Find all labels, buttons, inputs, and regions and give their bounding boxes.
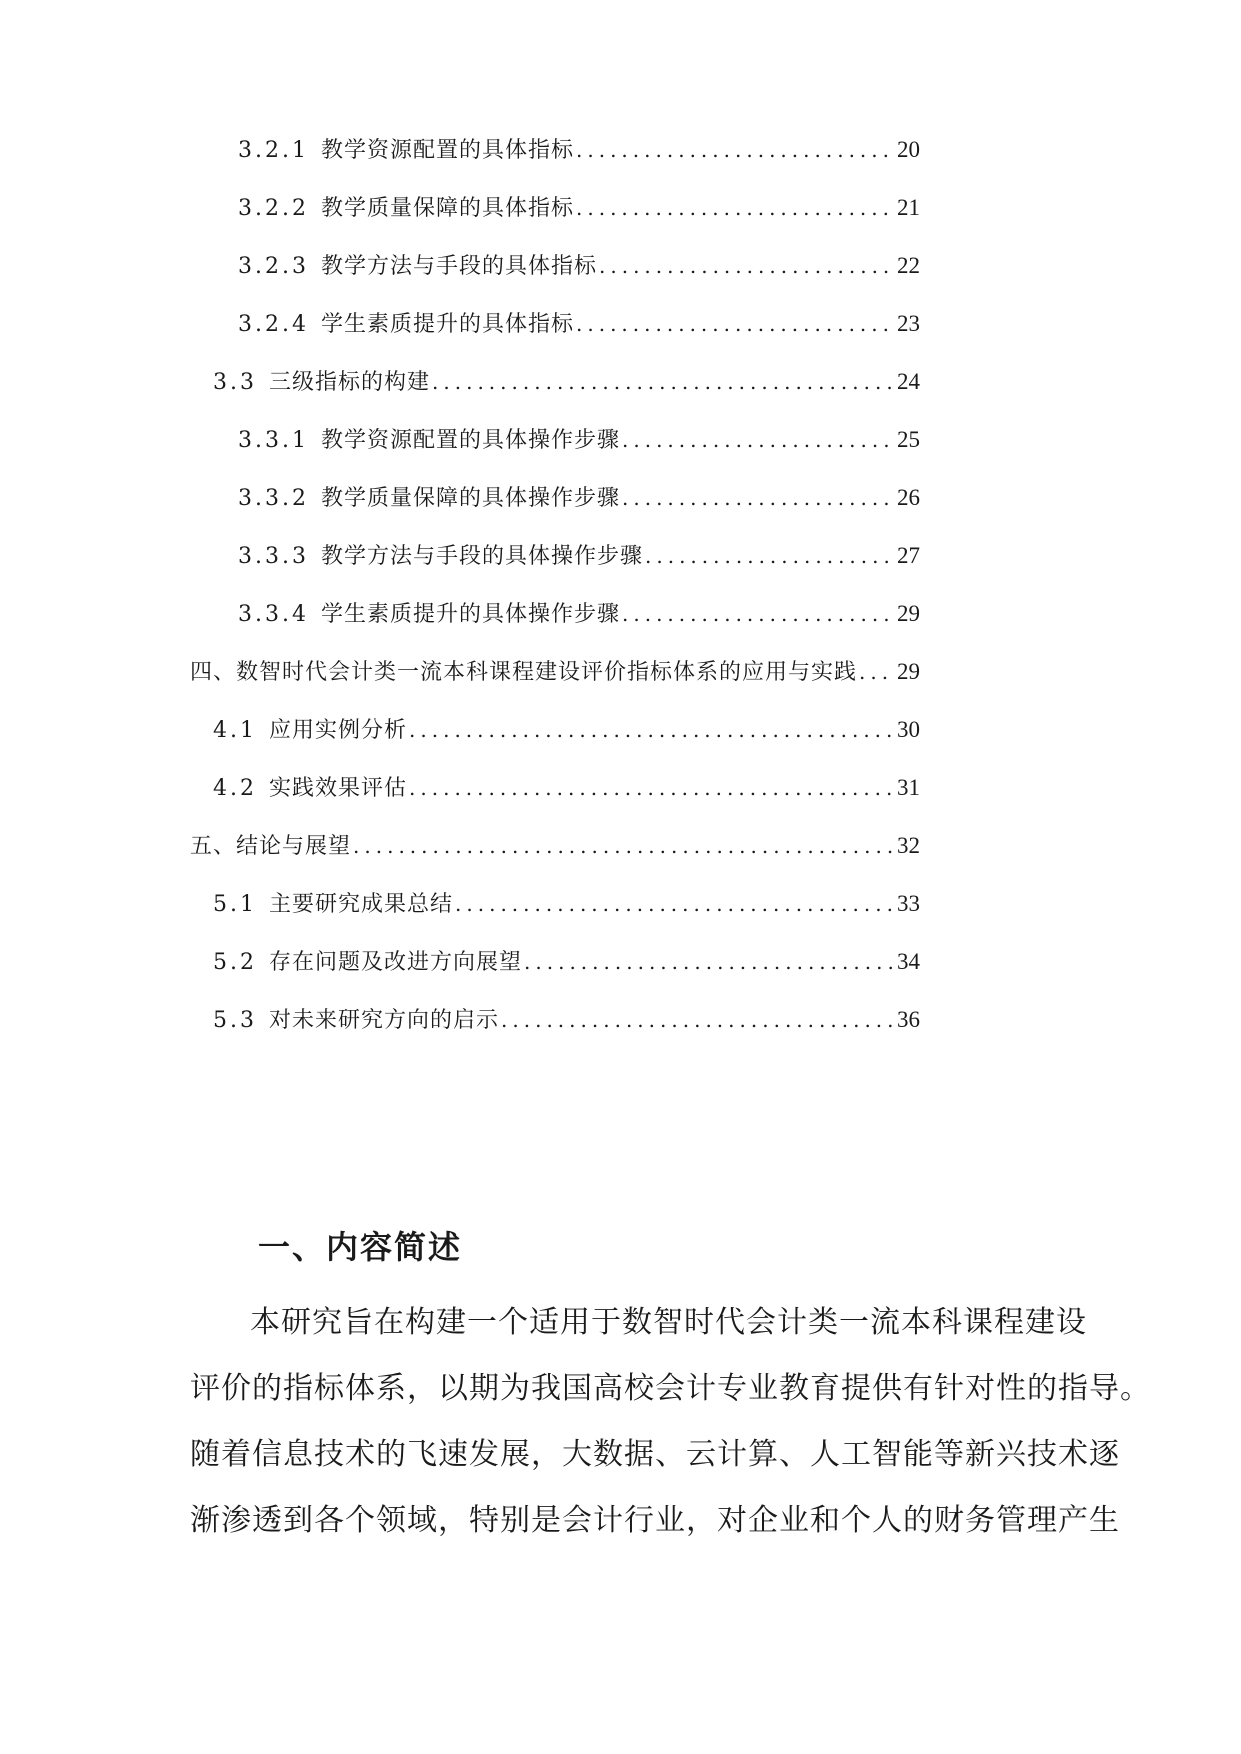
toc-dot-leader bbox=[574, 192, 893, 224]
toc-dot-leader bbox=[407, 772, 893, 804]
toc-entry-page: 36 bbox=[897, 1007, 920, 1032]
toc-entry-page: 25 bbox=[897, 427, 920, 452]
toc-entry[interactable] bbox=[238, 192, 920, 224]
toc-entry-title: 教学资源配置的具体操作步骤 bbox=[320, 428, 620, 453]
toc-entry-number: 3.3.1 bbox=[238, 428, 309, 453]
body-line: 本研究旨在构建一个适用于数智时代会计类一流本科课程建设 bbox=[250, 1305, 1087, 1340]
body-line: 随着信息技术的飞速发展，大数据、云计算、人工智能等新兴技术逐 bbox=[190, 1437, 1120, 1472]
toc-entry-number: 4.1 bbox=[213, 718, 257, 743]
toc-entry[interactable] bbox=[213, 888, 920, 920]
toc-dot-leader bbox=[620, 424, 893, 456]
toc-entry[interactable] bbox=[238, 424, 920, 456]
toc-dot-leader bbox=[430, 366, 893, 398]
toc-entry[interactable] bbox=[238, 134, 920, 166]
toc-entry-title: 教学质量保障的具体操作步骤 bbox=[320, 486, 620, 511]
toc-entry[interactable] bbox=[213, 1004, 920, 1036]
toc-entry-number: 5.1 bbox=[213, 892, 257, 917]
toc-dot-leader bbox=[643, 540, 893, 572]
toc-entry-page: 29 bbox=[897, 601, 920, 626]
toc-entry-title: 教学方法与手段的具体指标 bbox=[320, 254, 597, 279]
toc-entry[interactable] bbox=[213, 714, 920, 746]
toc-entry-number: 3.2.1 bbox=[238, 138, 309, 163]
toc-dot-leader bbox=[522, 946, 893, 978]
toc-dot-leader bbox=[574, 134, 893, 166]
toc-entry-number: 3.3.4 bbox=[238, 602, 309, 627]
toc-dot-leader bbox=[597, 250, 893, 282]
toc-entry-title: 对未来研究方向的启示 bbox=[269, 1008, 500, 1033]
toc-entry-number: 5.2 bbox=[213, 950, 257, 975]
toc-entry[interactable] bbox=[238, 250, 920, 282]
toc-entry[interactable] bbox=[238, 598, 920, 630]
toc-entry-page: 24 bbox=[897, 369, 920, 394]
toc-entry-title: 主要研究成果总结 bbox=[269, 892, 454, 917]
toc-dot-leader bbox=[574, 308, 893, 340]
toc-entry-page: 34 bbox=[897, 949, 920, 974]
toc-entry-page: 31 bbox=[897, 775, 920, 800]
toc-dot-leader bbox=[620, 482, 893, 514]
toc-dot-leader bbox=[453, 888, 893, 920]
toc-entry-number: 3.2.4 bbox=[238, 312, 309, 337]
toc-entry-title: 学生素质提升的具体指标 bbox=[320, 312, 574, 337]
toc-entry-title: 四、数智时代会计类一流本科课程建设评价指标体系的应用与实践 bbox=[190, 660, 858, 685]
toc-dot-leader bbox=[620, 598, 893, 630]
toc-entry-title: 教学质量保障的具体指标 bbox=[320, 196, 574, 221]
toc-entry-title: 实践效果评估 bbox=[269, 776, 408, 801]
toc-entry-page: 32 bbox=[897, 833, 920, 858]
toc-entry[interactable] bbox=[238, 482, 920, 514]
toc-entry-number: 3.3.3 bbox=[238, 544, 309, 569]
toc-entry-title: 存在问题及改进方向展望 bbox=[269, 950, 523, 975]
section-body bbox=[190, 1290, 1151, 1554]
toc-entry-number: 3.3 bbox=[213, 370, 257, 395]
toc-dot-leader bbox=[499, 1004, 893, 1036]
body-line: 评价的指标体系，以期为我国高校会计专业教育提供有针对性的指导。 bbox=[190, 1371, 1151, 1406]
toc-entry-title: 五、结论与展望 bbox=[190, 834, 352, 859]
toc-entry-page: 26 bbox=[897, 485, 920, 510]
toc-entry[interactable] bbox=[238, 308, 920, 340]
toc-entry-page: 27 bbox=[897, 543, 920, 568]
section-heading: 一、内容简述 bbox=[258, 1228, 463, 1266]
toc-entry-title: 三级指标的构建 bbox=[269, 370, 431, 395]
toc-dot-leader bbox=[407, 714, 893, 746]
toc-entry-page: 20 bbox=[897, 137, 920, 162]
toc-entry-page: 33 bbox=[897, 891, 920, 916]
toc-dot-leader bbox=[351, 830, 893, 862]
toc-entry-title: 教学方法与手段的具体操作步骤 bbox=[320, 544, 643, 569]
toc-entry-number: 5.3 bbox=[213, 1008, 257, 1033]
toc-entry[interactable] bbox=[213, 366, 920, 398]
toc-entry-page: 22 bbox=[897, 253, 920, 278]
toc-entry-number: 4.2 bbox=[213, 776, 257, 801]
toc-entry-page: 23 bbox=[897, 311, 920, 336]
toc-entry[interactable] bbox=[238, 540, 920, 572]
toc-dot-leader bbox=[857, 656, 893, 688]
toc-entry-page: 21 bbox=[897, 195, 920, 220]
toc-entry-page: 30 bbox=[897, 717, 920, 742]
toc-entry-number: 3.2.2 bbox=[238, 196, 309, 221]
toc-entry[interactable] bbox=[190, 656, 920, 688]
toc-entry[interactable] bbox=[190, 830, 920, 862]
toc-entry-page: 29 bbox=[897, 659, 920, 684]
toc-entry-number: 3.3.2 bbox=[238, 486, 309, 511]
toc-entry[interactable] bbox=[213, 946, 920, 978]
toc-entry[interactable] bbox=[213, 772, 920, 804]
toc-entry-title: 教学资源配置的具体指标 bbox=[320, 138, 574, 163]
body-line: 渐渗透到各个领域，特别是会计行业，对企业和个人的财务管理产生 bbox=[190, 1503, 1120, 1538]
toc-entry-title: 学生素质提升的具体操作步骤 bbox=[320, 602, 620, 627]
toc-entry-title: 应用实例分析 bbox=[269, 718, 408, 743]
toc-entry-number: 3.2.3 bbox=[238, 254, 309, 279]
